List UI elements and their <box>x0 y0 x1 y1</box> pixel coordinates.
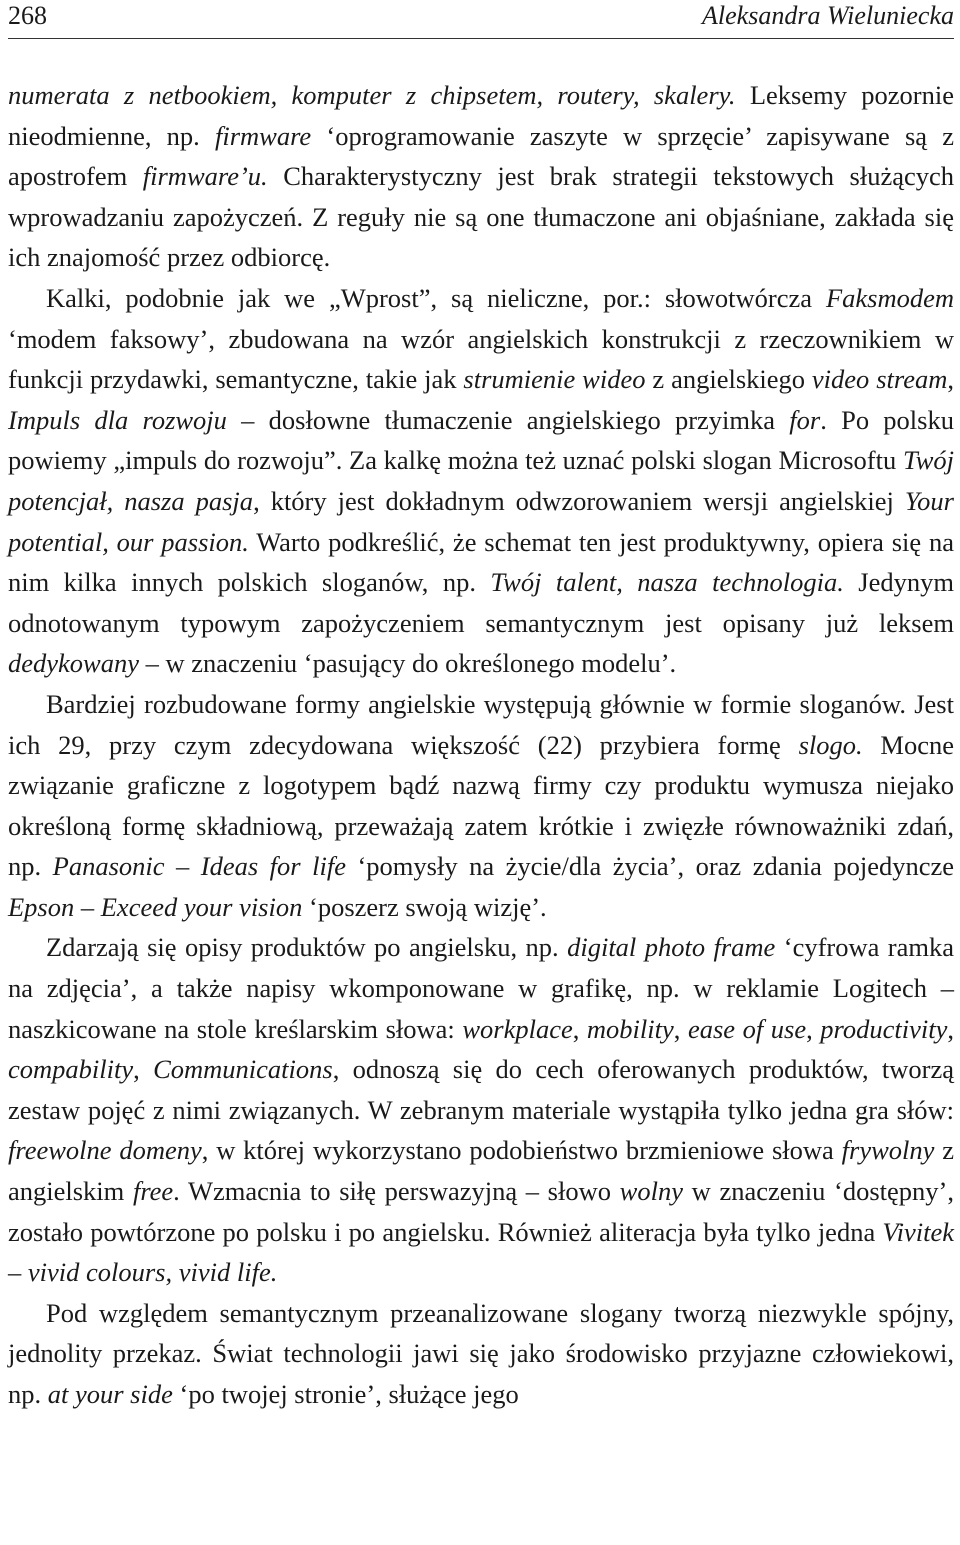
text-run: , <box>947 364 954 395</box>
italic-text: digital photo frame <box>567 932 776 963</box>
text-run: , <box>133 1054 154 1085</box>
text-run: , <box>947 1013 954 1044</box>
italic-text: Your potential, our passion. <box>8 485 954 557</box>
text-run: z angielskiego <box>645 364 812 395</box>
text-run: . Po polsku powiemy „impuls do rozwoju”. Za kalkę można też uznać polski slogan Microsoftu <box>8 404 954 476</box>
text-run: – w znaczeniu ‘pasujący do określonego modelu’. <box>138 648 677 679</box>
text-run: Zdarzają się opisy produktów po angielsku, np. <box>46 932 568 963</box>
text-run: Pod względem semantycznym przeanalizowane slogany tworzą niezwykle spójny, jednolity przekaz. Świat technologii jawi się jako środowisko przyjazne człowiekowi, np. <box>8 1297 954 1409</box>
paragraph <box>8 75 954 278</box>
italic-text: video stream <box>811 364 948 395</box>
text-run: Kalki, podobnie jak we „Wprost”, są nieliczne, por.: słowotwórcza <box>46 282 826 313</box>
text-run: Jedynym odnotowanym typowym zapożyczeniem semantycznym jest opisany już leksem <box>8 567 954 638</box>
text-run: ‘pomysły na życie/dla życia’, oraz zdania pojedyncze <box>345 851 955 882</box>
italic-text: dedykowany <box>8 648 139 679</box>
italic-text: at your side <box>47 1379 173 1409</box>
paragraph <box>8 278 954 684</box>
text-run: , odnoszą się do cech oferowanych produktów, tworzą zestaw pojęć z nimi związanych. W zebranym materiale wystąpiła tylko jedna gra słów: <box>8 1054 955 1125</box>
italic-text: freewolne domeny <box>8 1135 202 1166</box>
text-run: , który jest dokładnym odwzorowaniem wersji angielskiej <box>253 485 905 516</box>
italic-text: mobility <box>586 1013 674 1044</box>
running-head <box>8 0 954 39</box>
text-run: Bardziej rozbudowane formy angielskie występują głównie w formie sloganów. Jest ich 29, przy czym zdecydowana większość (22) przybiera formę <box>8 688 954 760</box>
text-run: ‘poszerz swoją wizję’. <box>302 891 547 922</box>
text-run: , <box>572 1013 587 1044</box>
text-run: – dosłowne tłumaczenie angielskiego przyimka <box>226 404 790 435</box>
italic-text: wolny <box>619 1176 683 1207</box>
italic-text: Faksmodem <box>825 282 954 313</box>
text-run: Mocne związanie graficzne z logotypem bądź nazwą firmy czy produktu wymusza niejako określoną formę składniową, przeważają zatem krótkie i zwięzłe równoważniki zdań, np. <box>8 729 954 882</box>
italic-text: compability <box>8 1054 134 1085</box>
text-run: ‘po twojej stronie’, służące jego <box>172 1379 519 1409</box>
text-run: z angielskim <box>8 1135 954 1207</box>
text-run: w znaczeniu ‘dostępny’, zostało powtórzone po polsku i po angielsku. Również aliteracja była tylko jedna <box>8 1176 954 1247</box>
paragraph <box>8 1293 954 1415</box>
italic-text: productivity <box>820 1013 948 1044</box>
text-run: Leksemy pozornie nieodmienne, np. <box>8 80 954 151</box>
italic-text: firmware’u. <box>142 161 268 192</box>
text-run: . Wzmacnia to siłę perswazyjną – słowo <box>173 1176 620 1207</box>
text-run: , <box>806 1013 821 1044</box>
italic-text: Epson – Exceed your vision <box>8 891 303 922</box>
book-page <box>8 0 954 1415</box>
italic-text: Twój talent, nasza technologia. <box>490 567 844 598</box>
page-number: 268 <box>8 1 47 30</box>
italic-text: numerata z netbookiem, komputer z chipsetem, routery, skalery. <box>8 80 736 110</box>
text-run: Warto podkreślić, że schemat ten jest produktywny, opiera się na nim kilka innych polskich sloganów, np. <box>8 526 954 598</box>
text-run: ‘modem faksowy’, zbudowana na wzór angielskich konstrukcji z rzeczownikiem w funkcji przydawki, semantyczne, takie jak <box>8 323 954 395</box>
italic-text: Twój potencjał, nasza pasja <box>8 445 954 516</box>
italic-text: free <box>132 1176 174 1207</box>
italic-text: Impuls dla rozwoju <box>8 404 227 435</box>
italic-text: Vivitek – vivid colours, vivid life. <box>8 1216 954 1288</box>
running-head-author: Aleksandra Wieluniecka <box>702 1 954 30</box>
italic-text: Communications <box>153 1054 333 1085</box>
italic-text: frywolny <box>841 1135 935 1166</box>
paragraph <box>8 684 954 928</box>
text-run: Charakterystyczny jest brak strategii tekstowych służących wprowadzaniu zapożyczeń. Z reguły nie są one tłumaczone ani objaśniane, zakłada się ich znajomość przez odbiorcę. <box>8 161 955 273</box>
text-run: , w której wykorzystano podobieństwo brzmieniowe słowa <box>201 1135 842 1166</box>
italic-text: ease of use <box>687 1013 807 1044</box>
italic-text: workplace <box>462 1013 573 1044</box>
italic-text: slogo. <box>798 729 863 760</box>
text-run: , <box>673 1013 688 1044</box>
body-text <box>8 75 954 1415</box>
paragraph <box>8 927 954 1292</box>
italic-text: for <box>789 404 821 435</box>
italic-text: Panasonic – Ideas for life <box>52 851 346 882</box>
text-run: ‘oprogramowanie zaszyte w sprzęcie’ zapisywane są z apostrofem <box>8 120 955 192</box>
italic-text: firmware <box>214 120 312 151</box>
italic-text: strumienie wideo <box>463 364 646 395</box>
text-run: ‘cyfrowa ramka na zdjęcia’, a także napisy wkomponowane w grafikę, np. w reklamie Logitech – naszkicowane na stole kreślarskim słowa: <box>8 932 955 1044</box>
